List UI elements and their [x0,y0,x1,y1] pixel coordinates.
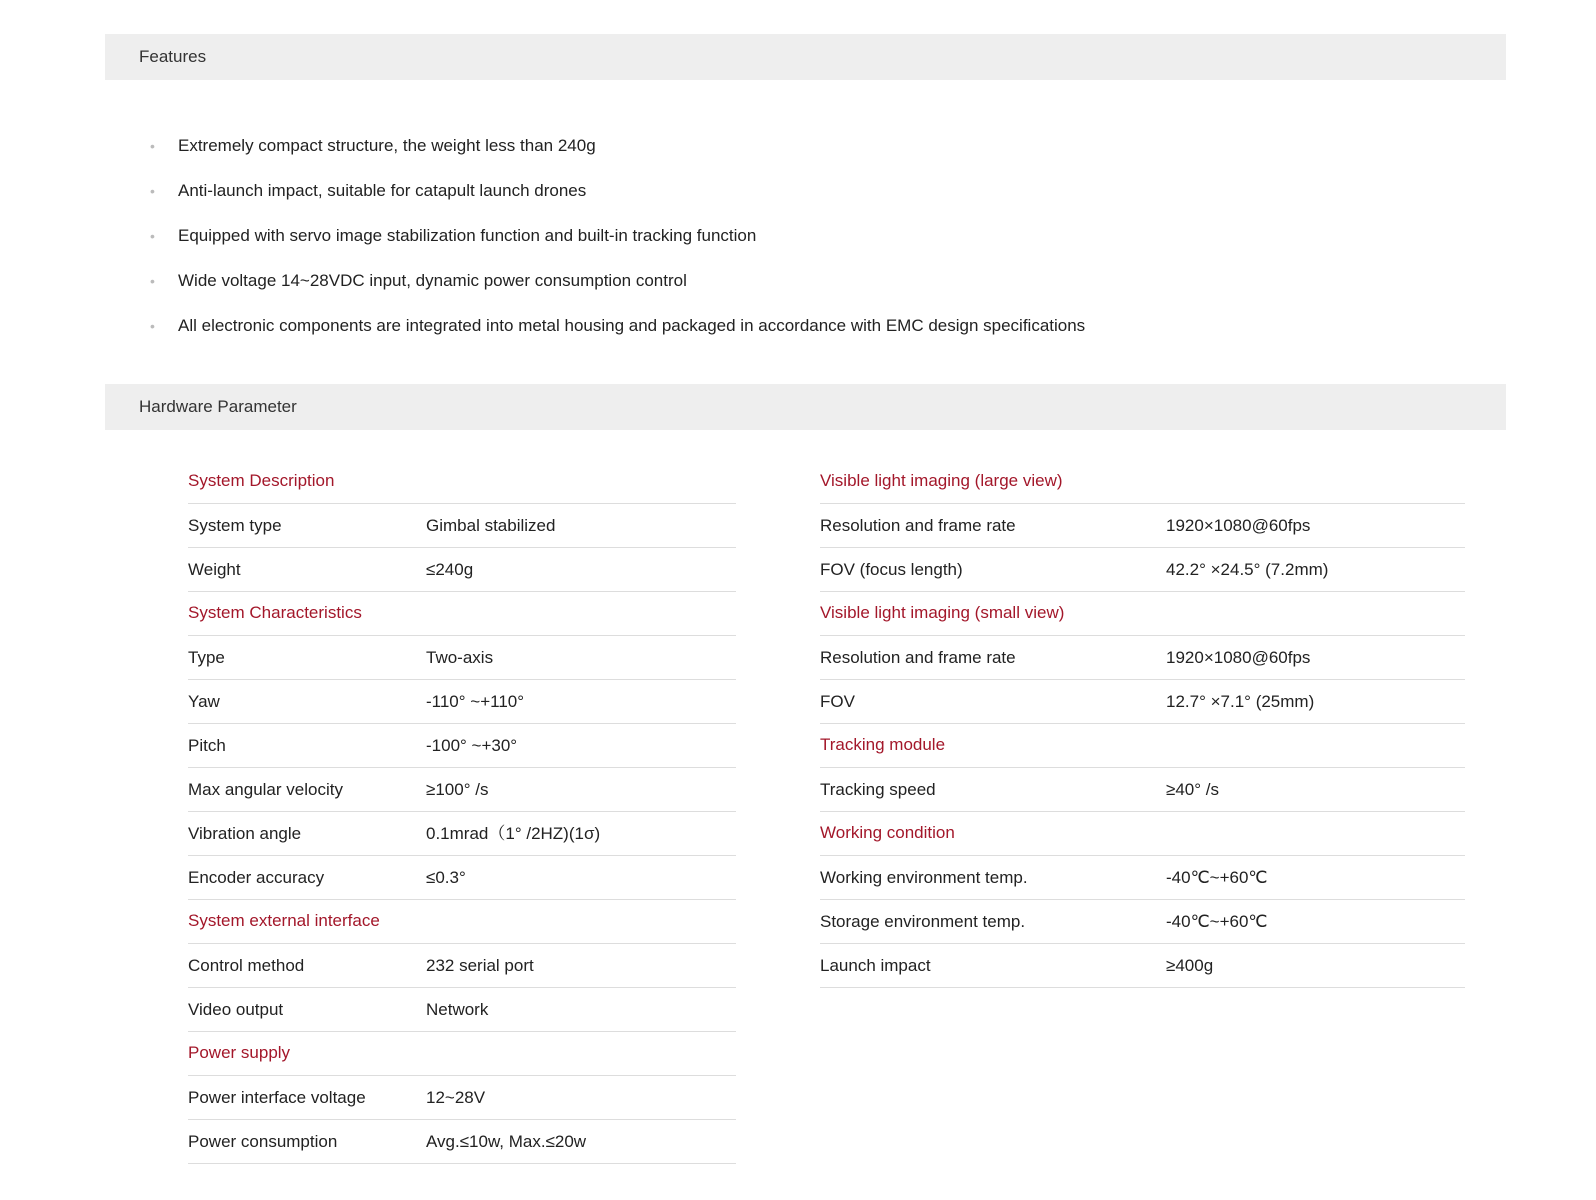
group-title: Visible light imaging (large view) [820,460,1465,504]
group-title: System Characteristics [188,592,736,636]
bullet-icon: • [150,228,155,244]
bullet-icon: • [150,318,155,334]
bullet-icon: • [150,183,155,199]
param-value: 12~28V [426,1088,486,1107]
features-title: Features [139,47,207,66]
group-title: Working condition [820,812,1465,856]
param-label: Max angular velocity [188,780,343,799]
feature-text: Extremely compact structure, the weight less than 240g [178,136,596,155]
param-label: Encoder accuracy [188,868,325,887]
param-value: -100° ~+30° [426,736,518,755]
param-label: Pitch [188,736,226,755]
param-row [188,724,736,768]
param-value: Gimbal stabilized [426,516,556,535]
param-label: Type [188,648,225,667]
param-label: Resolution and frame rate [820,648,1016,667]
param-value: ≥100° /s [426,780,489,799]
param-row [188,548,736,592]
param-value: ≥40° /s [1166,780,1219,799]
param-value: -40℃~+60℃ [1166,868,1268,887]
param-value: 12.7° ×7.1° (25mm) [1166,692,1315,711]
param-label: Storage environment temp. [820,912,1026,931]
feature-text: All electronic components are integrated into metal housing and packaged in accordance with EMC design specifications [178,316,1086,335]
param-label: Weight [188,560,241,579]
param-row [188,988,736,1032]
hardware-section-header [105,384,1506,430]
feature-item [148,216,1085,261]
param-label: FOV [820,692,855,711]
param-label: Working environment temp. [820,868,1028,887]
param-value: 0.1mrad（1° /2HZ)(1σ) [426,824,601,843]
feature-item [148,261,1085,306]
bullet-icon: • [150,138,155,154]
param-label: Yaw [188,692,220,711]
param-row [820,680,1465,724]
left-parameter-table [188,460,736,1164]
group-title: Visible light imaging (small view) [820,592,1465,636]
hardware-title: Hardware Parameter [139,397,297,416]
param-value: -40℃~+60℃ [1166,912,1268,931]
param-value: ≥400g [1166,956,1214,975]
group-title: System Description [188,460,736,504]
param-row [188,944,736,988]
param-value: 42.2° ×24.5° (7.2mm) [1166,560,1329,579]
param-label: System type [188,516,282,535]
param-value: 232 serial port [426,956,534,975]
param-value: ≤240g [426,560,474,579]
param-value: ≤0.3° [426,868,466,887]
param-row [820,900,1465,944]
param-row [188,768,736,812]
param-value: 1920×1080@60fps [1166,648,1311,667]
param-label: Video output [188,1000,284,1019]
param-label: Launch impact [820,956,931,975]
param-row [188,680,736,724]
param-value: Two-axis [426,648,494,667]
param-row [188,1076,736,1120]
param-row [820,504,1465,548]
param-row [188,812,736,856]
param-label: Power consumption [188,1132,338,1151]
param-row [188,856,736,900]
param-value: 1920×1080@60fps [1166,516,1311,535]
param-label: FOV (focus length) [820,560,963,579]
features-list [148,126,1085,351]
param-label: Vibration angle [188,824,302,843]
param-value: Network [426,1000,489,1019]
param-value: -110° ~+110° [426,692,525,711]
group-title: Power supply [188,1032,736,1076]
feature-text: Equipped with servo image stabilization function and built-in tracking function [178,226,757,245]
feature-text: Anti-launch impact, suitable for catapult launch drones [178,181,587,200]
param-row [820,548,1465,592]
param-value: Avg.≤10w, Max.≤20w [426,1132,587,1151]
features-section-header [105,34,1506,80]
feature-item [148,126,1085,171]
group-title: System external interface [188,900,736,944]
param-row [188,636,736,680]
param-row [820,636,1465,680]
right-parameter-table [820,460,1465,988]
param-row [820,944,1465,988]
param-row [188,504,736,548]
param-row [188,1120,736,1164]
feature-item [148,171,1085,216]
param-label: Power interface voltage [188,1088,366,1107]
param-label: Control method [188,956,305,975]
param-label: Tracking speed [820,780,936,799]
bullet-icon: • [150,273,155,289]
param-row [820,768,1465,812]
feature-item [148,306,1085,351]
group-title: Tracking module [820,724,1465,768]
param-label: Resolution and frame rate [820,516,1016,535]
param-row [820,856,1465,900]
feature-text: Wide voltage 14~28VDC input, dynamic power consumption control [178,271,687,290]
